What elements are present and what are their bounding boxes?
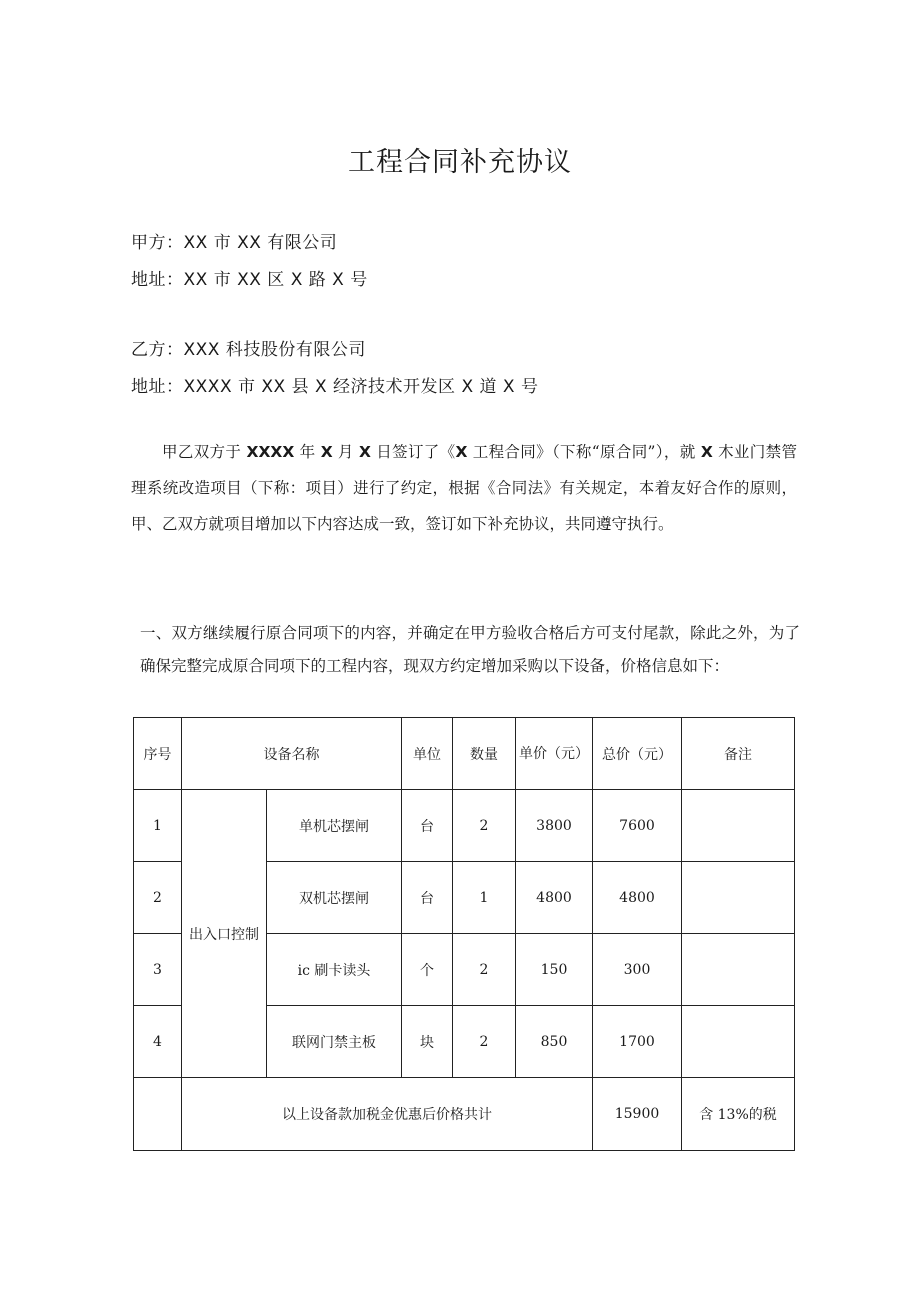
- intro-text: 日签订了《: [371, 443, 456, 461]
- row-remark: [682, 1006, 795, 1078]
- row-name: 单机芯摆闸: [267, 790, 402, 862]
- row-total: 300: [593, 934, 682, 1006]
- party-b-address: 地址：XXXX 市 XX 县 X 经济技术开发区 X 道 X 号: [131, 377, 539, 397]
- header-unit-price: 单价（元）: [516, 718, 593, 790]
- row-unit: 台: [402, 790, 453, 862]
- intro-text: 年: [294, 443, 321, 461]
- row-total: 4800: [593, 862, 682, 934]
- row-unit: 个: [402, 934, 453, 1006]
- group-label: 出入口控制: [182, 790, 267, 1078]
- summary-label: 以上设备款加税金优惠后价格共计: [182, 1078, 593, 1151]
- row-index: 1: [134, 790, 182, 862]
- row-unit-price: 3800: [516, 790, 593, 862]
- row-index: 2: [134, 862, 182, 934]
- intro-year: XXXX: [246, 443, 295, 461]
- header-total: 总价（元）: [593, 718, 682, 790]
- intro-month: X: [320, 443, 333, 461]
- row-name: 联网门禁主板: [267, 1006, 402, 1078]
- header-remark: 备注: [682, 718, 795, 790]
- row-name: ic 刷卡读头: [267, 934, 402, 1006]
- header-name: 设备名称: [182, 718, 402, 790]
- row-remark: [682, 790, 795, 862]
- row-unit: 台: [402, 862, 453, 934]
- row-qty: 2: [453, 934, 516, 1006]
- row-remark: [682, 862, 795, 934]
- header-qty: 数量: [453, 718, 516, 790]
- summary-remark: 含 13%的税: [682, 1078, 795, 1151]
- row-unit-price: 4800: [516, 862, 593, 934]
- header-unit: 单位: [402, 718, 453, 790]
- row-qty: 1: [453, 862, 516, 934]
- party-a-name: 甲方：XX 市 XX 有限公司: [131, 233, 338, 253]
- row-unit-price: 850: [516, 1006, 593, 1078]
- intro-text: 工程合同》（下称“原合同”），就: [467, 443, 701, 461]
- table-header-row: [134, 718, 795, 790]
- summary-total: 15900: [593, 1078, 682, 1151]
- row-unit: 块: [402, 1006, 453, 1078]
- equipment-table: [133, 717, 795, 1151]
- summary-index-cell: [134, 1078, 182, 1151]
- row-index: 3: [134, 934, 182, 1006]
- table-row: [134, 790, 795, 862]
- intro-company-name: X: [700, 443, 713, 461]
- row-name: 双机芯摆闸: [267, 862, 402, 934]
- row-remark: [682, 934, 795, 1006]
- document-title: 工程合同补充协议: [348, 147, 572, 178]
- intro-paragraph: [131, 434, 797, 542]
- intro-text: 木业门禁管理系统改造项目（下称：项目）进行了约定，根据《合同法》有关规定，本着友好合作的原则，甲、乙双方就项目增加以下内容达成一致，签订如下补充协议，共同遵守执行。: [131, 443, 797, 533]
- party-b-name: 乙方：XXX 科技股份有限公司: [131, 340, 366, 360]
- row-index: 4: [134, 1006, 182, 1078]
- party-a-address: 地址：XX 市 XX 区 X 路 X 号: [131, 270, 368, 290]
- table-summary-row: [134, 1078, 795, 1151]
- intro-contract-name: X: [455, 443, 468, 461]
- header-index: 序号: [134, 718, 182, 790]
- intro-text: 月: [332, 443, 360, 461]
- row-qty: 2: [453, 1006, 516, 1078]
- row-total: 1700: [593, 1006, 682, 1078]
- intro-day: X: [359, 443, 371, 461]
- row-total: 7600: [593, 790, 682, 862]
- row-qty: 2: [453, 790, 516, 862]
- intro-text: 甲乙双方于: [162, 443, 247, 461]
- clause-one: 一、双方继续履行原合同项下的内容，并确定在甲方验收合格后方可支付尾款，除此之外，为了确保完整完成原合同项下的工程内容，现双方约定增加采购以下设备，价格信息如下：: [140, 624, 800, 675]
- row-unit-price: 150: [516, 934, 593, 1006]
